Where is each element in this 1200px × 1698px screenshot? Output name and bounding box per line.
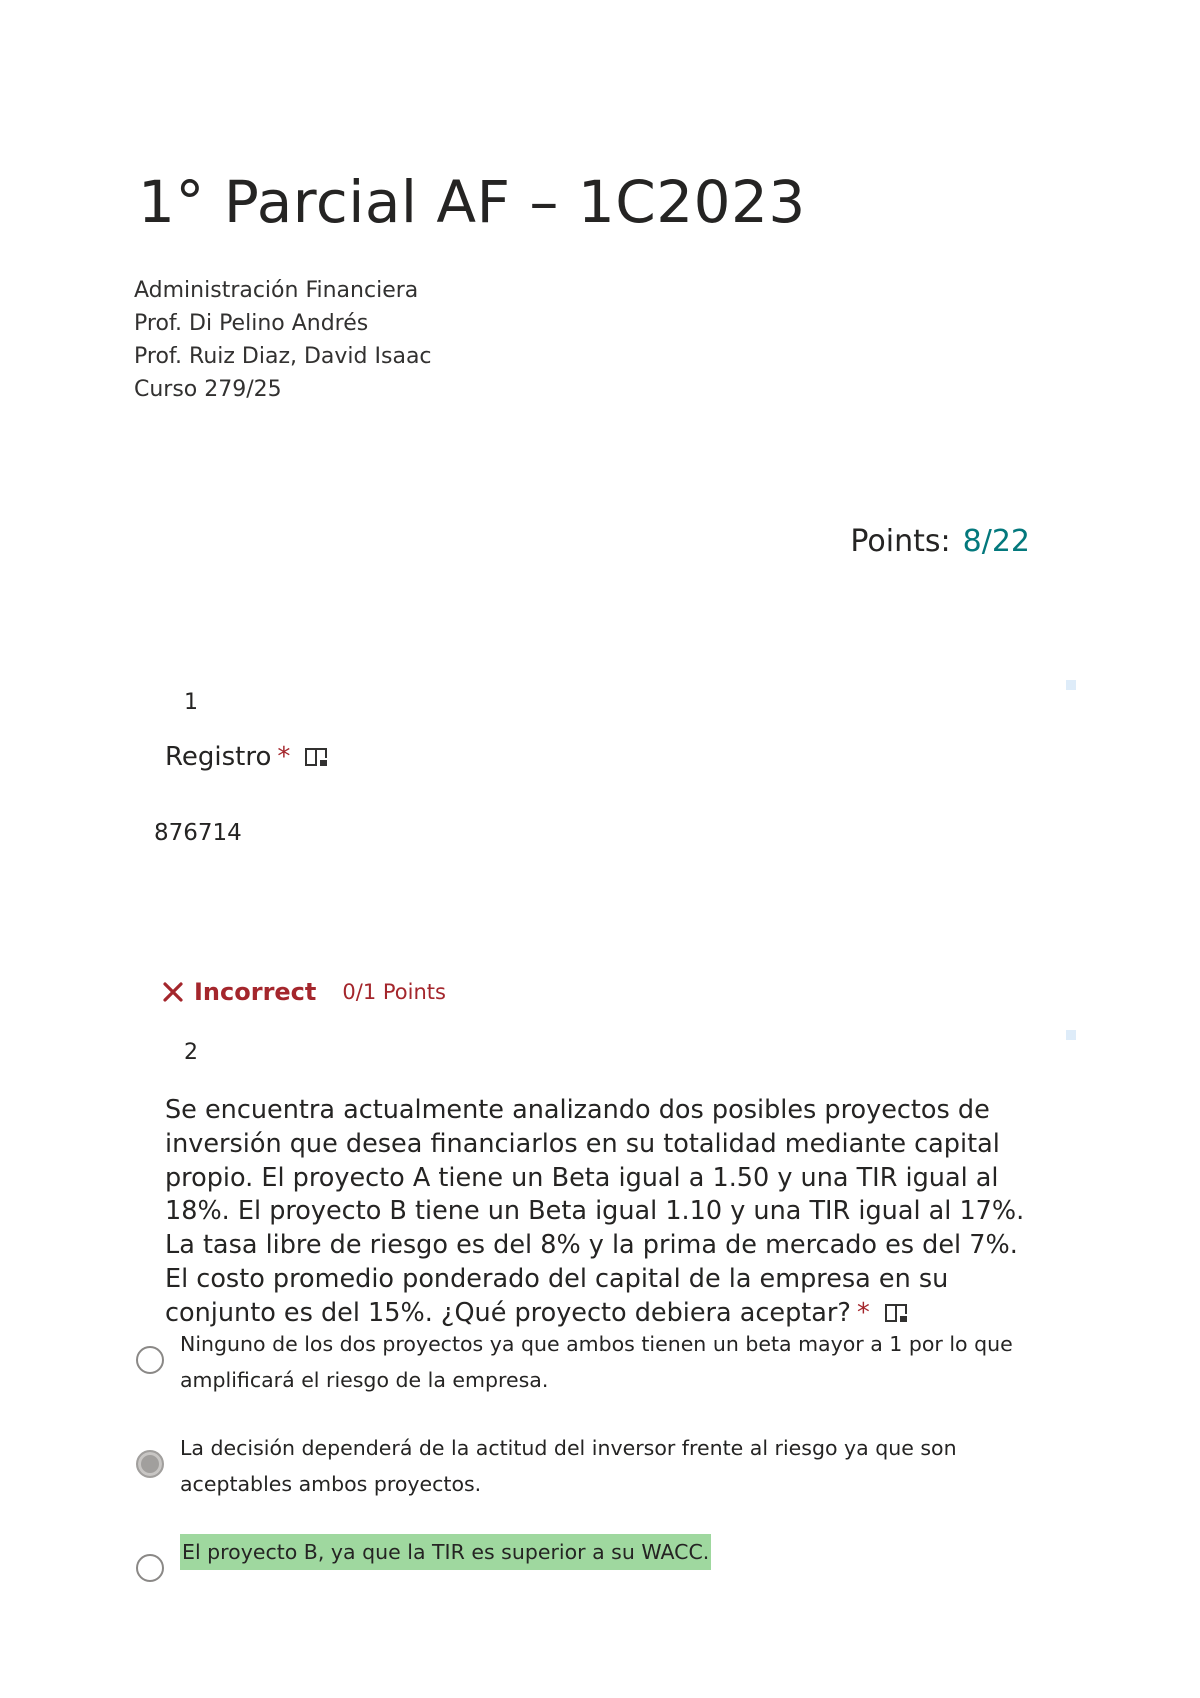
result-label: Incorrect — [194, 978, 317, 1006]
question-number-2: 2 — [184, 1040, 198, 1065]
option-1[interactable] — [136, 1326, 1036, 1398]
close-icon — [162, 981, 184, 1003]
question-2-text: Se encuentra actualmente analizando dos posibles proyectos de inversión que desea financiarlos en su totalidad mediante capital propio. El proyecto A tiene un Beta igual a 1.50 y una TIR igual al 18%. El proyecto B tiene un Beta igual 1.10 y una TIR igual al 17%. La tasa libre de riesgo es del 8% y la prima de mercado es del 7%. El costo promedio ponderado del capital de la empresa en su conjunto es del 15%. ¿Qué proyecto debiera aceptar? — [165, 1095, 1025, 1328]
form-title: 1° Parcial AF – 1C2023 — [138, 168, 806, 236]
professor-1: Prof. Di Pelino Andrés — [134, 311, 369, 336]
question-1-text: Registro — [165, 742, 272, 772]
professor-2: Prof. Ruiz Diaz, David Isaac — [134, 344, 432, 369]
question-number-1: 1 — [184, 690, 198, 715]
radio-button[interactable] — [136, 1554, 164, 1582]
points-value: 8/22 — [962, 524, 1030, 559]
immersive-reader-icon[interactable] — [884, 1300, 910, 1322]
required-mark: * — [856, 1297, 870, 1328]
question-1-answer: 876714 — [154, 820, 242, 846]
required-mark: * — [277, 742, 291, 772]
option-2[interactable] — [136, 1430, 1036, 1502]
option-label-correct: El proyecto B, ya que la TIR es superior a su WACC. — [180, 1534, 711, 1570]
option-label: Ninguno de los dos proyectos ya que ambos tienen un beta mayor a 1 por lo que amplificará el riesgo de la empresa. — [180, 1332, 1013, 1392]
points-label: Points: — [850, 524, 951, 559]
form-description — [134, 274, 432, 406]
course-name: Administración Financiera — [134, 278, 419, 303]
question-title-2 — [165, 1094, 1045, 1331]
option-3[interactable] — [136, 1534, 1036, 1582]
question-marker — [1066, 680, 1076, 690]
radio-button-selected[interactable] — [136, 1450, 164, 1478]
question-title-1 — [165, 742, 330, 772]
result-score: 0/1 Points — [342, 980, 446, 1004]
radio-button[interactable] — [136, 1346, 164, 1374]
total-points — [850, 524, 1030, 559]
question-marker — [1066, 1030, 1076, 1040]
option-label: La decisión dependerá de la actitud del inversor frente al riesgo ya que son aceptables ambos proyectos. — [180, 1436, 957, 1496]
question-2-result — [162, 978, 446, 1006]
immersive-reader-icon[interactable] — [304, 745, 330, 767]
course-code: Curso 279/25 — [134, 377, 282, 402]
